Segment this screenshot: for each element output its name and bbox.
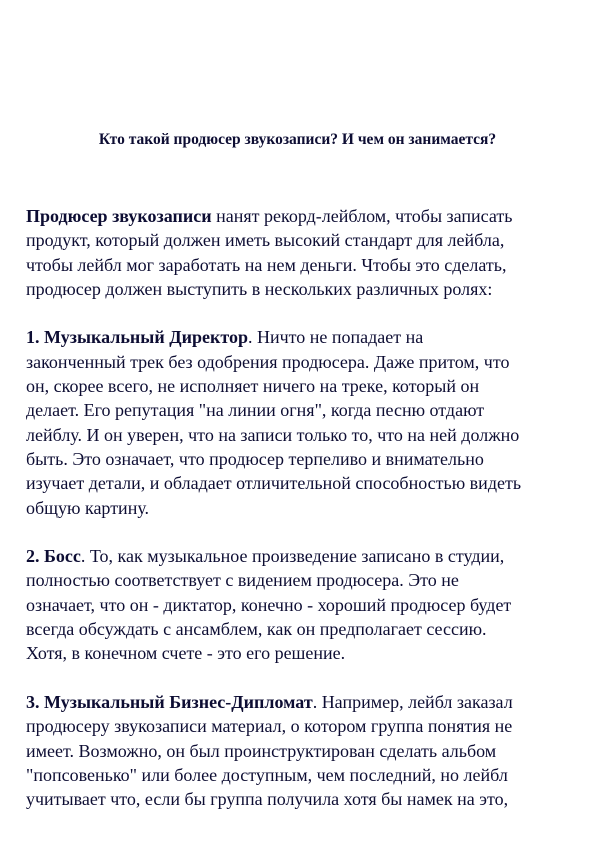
paragraph-line	[26, 204, 586, 228]
paragraph-line: "попсовенько" или более доступным, чем последний, но лейбл	[26, 764, 508, 785]
paragraph-line: Хотя, в конечном счете - это его решение.	[26, 643, 346, 664]
paragraph-line: лейблу. И он уверен, что на записи только то, что на ней должно	[26, 424, 520, 445]
paragraph-line: продюсер должен выступить в нескольких различных ролях:	[26, 278, 493, 299]
paragraph-line: общую картину.	[26, 497, 150, 518]
paragraph-lead: Продюсер звукозаписи	[26, 206, 212, 226]
paragraph-boss	[26, 544, 586, 665]
paragraph-line	[26, 544, 586, 568]
paragraph-text: . То, как музыкальное произведение записано в студии,	[80, 546, 505, 567]
paragraph-text: . Например, лейбл заказал	[312, 691, 513, 712]
paragraph-line: он, скорее всего, не исполняет ничего на треке, который он	[26, 376, 480, 397]
paragraph-line: быть. Это означает, что продюсер терпеливо и внимательно	[26, 448, 484, 469]
paragraph-line: учитывает что, если бы группа получила хотя бы намек на это,	[26, 789, 509, 810]
paragraph-intro	[26, 204, 586, 301]
paragraph-line	[26, 690, 586, 714]
paragraph-lead: 3. Музыкальный Бизнес-Дипломат	[26, 691, 313, 712]
paragraph-line: законченный трек без одобрения продюсера. Даже притом, что	[26, 351, 510, 372]
paragraph-business-diplomat	[26, 690, 586, 811]
paragraph-line: чтобы лейбл мог заработать на нем деньги. Чтобы это сделать,	[26, 254, 507, 275]
paragraph-text: нанят рекорд-лейблом, чтобы записать	[211, 206, 513, 226]
paragraph-line: полностью соответствует с видением продюсера. Это не	[26, 570, 459, 591]
paragraph-lead: 1. Музыкальный Директор	[26, 327, 248, 348]
paragraph-line: продюсеру звукозаписи материал, о котором группа понятия не	[26, 716, 513, 737]
paragraph-line: означает, что он - диктатор, конечно - хороший продюсер будет	[26, 594, 512, 615]
paragraph-line	[26, 325, 586, 349]
paragraph-line: изучает детали, и обладает отличительной способностью видеть	[26, 473, 522, 494]
document-body	[26, 204, 586, 836]
paragraph-line: продукт, который должен иметь высокий стандарт для лейбла,	[26, 230, 505, 251]
paragraph-line: всегда обсуждать с ансамблем, как он предполагает сессию.	[26, 619, 487, 640]
document-title: Кто такой продюсер звукозаписи? И чем он занимается?	[98, 131, 497, 148]
paragraph-line: делает. Его репутация "на линии огня", когда песню отдают	[26, 400, 485, 421]
paragraph-text: . Ничто не попадает на	[247, 327, 424, 348]
paragraph-lead: 2. Босс	[26, 546, 81, 567]
paragraph-line: имеет. Возможно, он был проинструктирован сделать альбом	[26, 740, 497, 761]
paragraph-music-director	[26, 325, 586, 519]
